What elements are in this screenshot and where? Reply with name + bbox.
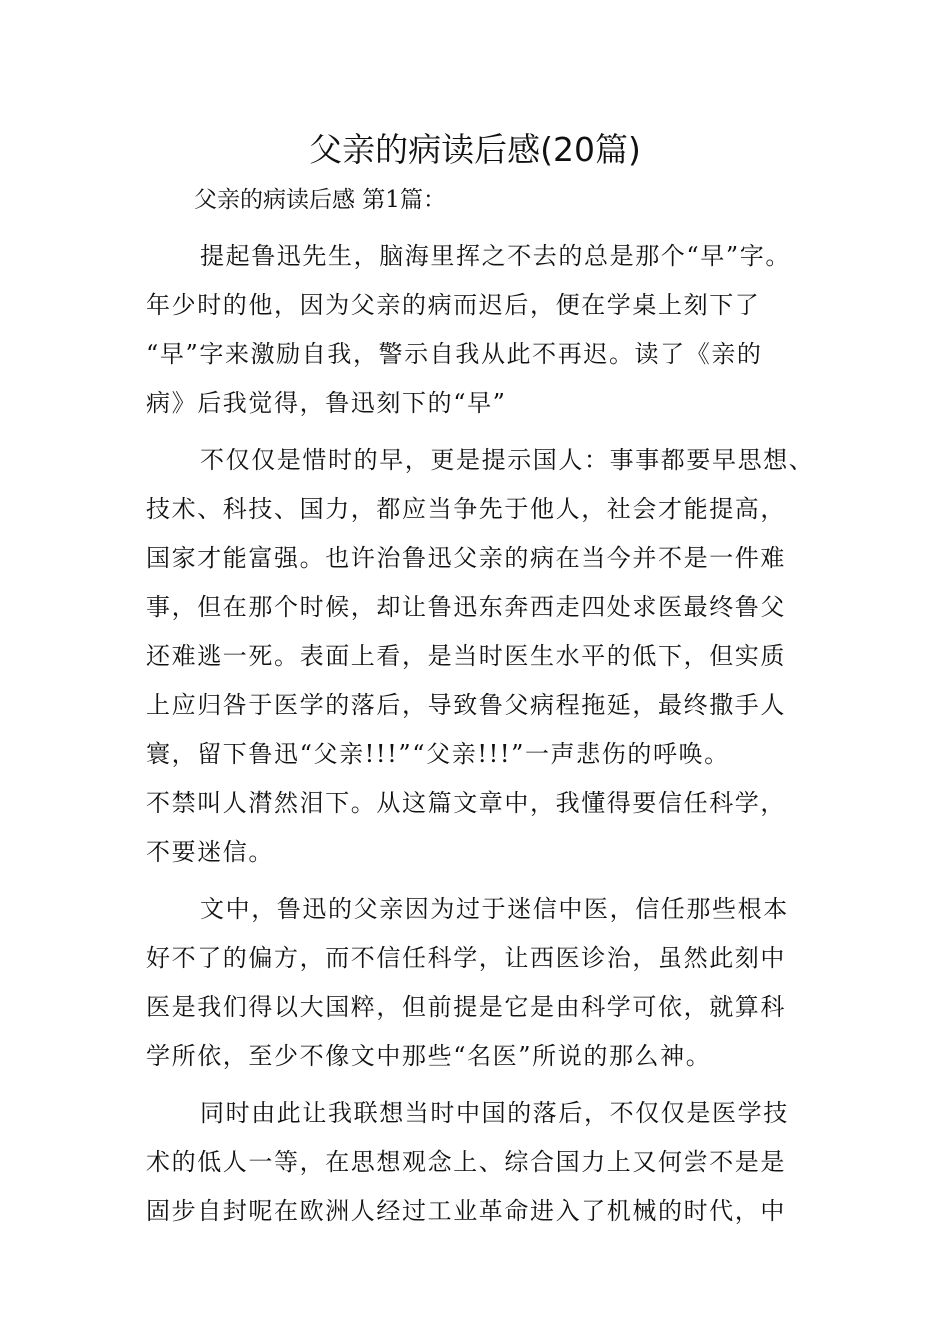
text-line: 事，但在那个时候，却让鲁迅东奔西走四处求医最终鲁父	[146, 593, 786, 621]
text-line: 文中，鲁迅的父亲因为过于迷信中医，信任那些根本	[200, 895, 789, 923]
text-line: 不要迷信。	[146, 838, 274, 866]
section-heading: 父亲的病读后感 第1篇：	[194, 187, 446, 213]
text-line: 医是我们得以大国粹，但前提是它是由科学可依，就算科	[146, 993, 786, 1021]
paragraph-3	[146, 885, 826, 1081]
text-line: 固步自封呢在欧洲人经过工业革命进入了机械的时代，中	[146, 1197, 786, 1225]
text-line: 还难逃一死。表面上看，是当时医生水平的低下，但实质	[146, 642, 786, 670]
text-line: 提起鲁迅先生，脑海里挥之不去的总是那个“早”字。	[200, 242, 791, 270]
text-line: 不禁叫人潸然泪下。从这篇文章中，我懂得要信任科学，	[146, 789, 786, 817]
text-line: 技术、科技、国力，都应当争先于他人，社会才能提高，	[146, 495, 786, 523]
paragraph-1	[146, 232, 826, 428]
text-line: 术的低人一等，在思想观念上、综合国力上又何尝不是是	[146, 1148, 786, 1176]
text-line: “早”字来激励自我，警示自我从此不再迟。读了《亲的	[146, 340, 763, 368]
paragraph-4	[146, 1089, 826, 1236]
text-line: 年少时的他，因为父亲的病而迟后，便在学桌上刻下了	[146, 291, 761, 319]
text-line: 不仅仅是惜时的早，更是提示国人：事事都要早思想、	[200, 446, 815, 474]
text-line: 寰，留下鲁迅“父亲!!!”“父亲!!!”一声悲伤的呼唤。	[146, 740, 730, 768]
text-line: 学所依，至少不像文中那些“名医”所说的那么神。	[146, 1042, 712, 1070]
text-line: 病》后我觉得，鲁迅刻下的“早”	[146, 389, 507, 417]
page-title: 父亲的病读后感(20篇)	[309, 130, 641, 169]
paragraph-2	[146, 436, 826, 877]
text-line: 同时由此让我联想当时中国的落后，不仅仅是医学技	[200, 1099, 789, 1127]
text-line: 好不了的偏方，而不信任科学，让西医诊治，虽然此刻中	[146, 944, 786, 972]
body-text	[146, 232, 826, 1236]
text-line: 国家才能富强。也许治鲁迅父亲的病在当今并不是一件难	[146, 544, 786, 572]
text-line: 上应归咎于医学的落后，导致鲁父病程拖延，最终撒手人	[146, 691, 786, 719]
